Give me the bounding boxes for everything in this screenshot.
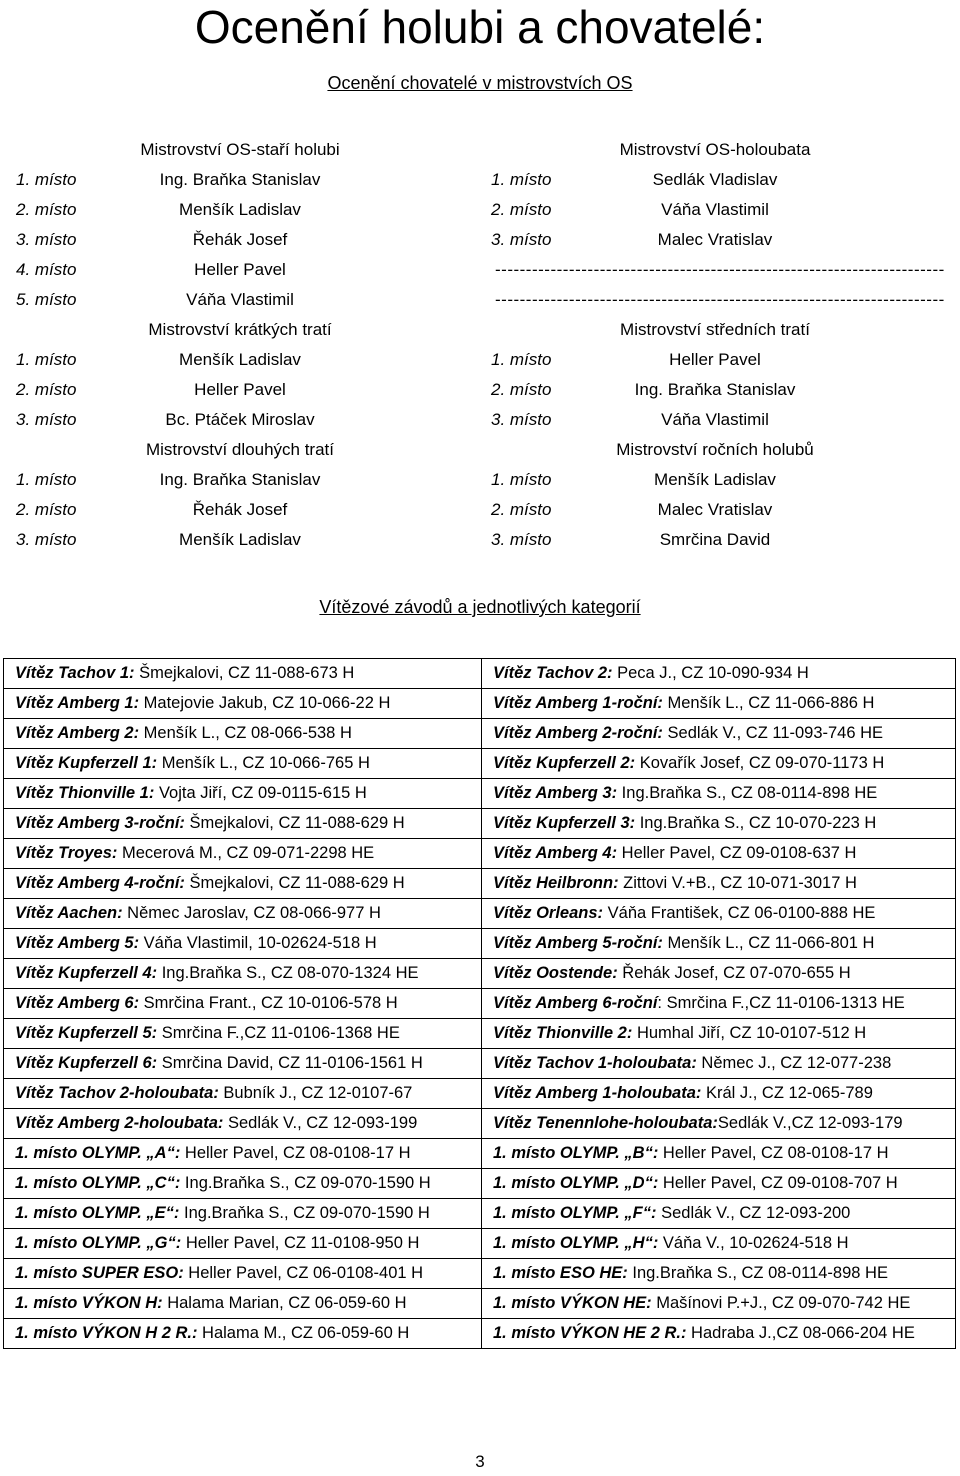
- breeder-name-left: Řehák Josef: [192, 230, 288, 249]
- winner-label: Vítěz Amberg 3-roční:: [15, 814, 185, 832]
- winner-label: Vítěz Thionville 2:: [493, 1024, 633, 1042]
- winner-label: Vítěz Aachen:: [15, 904, 123, 922]
- winner-detail: Humhal Jiří, CZ 10-0107-512 H: [632, 1024, 867, 1042]
- winner-cell: [482, 1169, 956, 1199]
- winner-row: [4, 689, 956, 719]
- winners-subtitle: Vítězové závodů a jednotlivých kategorií: [319, 597, 641, 617]
- winner-cell: [4, 989, 482, 1019]
- winner-row: [4, 899, 956, 929]
- place-label-right: 3. místo: [491, 530, 552, 549]
- winner-cell: [4, 1019, 482, 1049]
- section-title-left: Mistrovství krátkých tratí: [148, 320, 332, 339]
- winner-label: Vítěz Amberg 6:: [15, 994, 140, 1012]
- winners-table: [3, 658, 956, 1349]
- breeder-name-left: Heller Pavel: [194, 380, 286, 399]
- winner-label: Vítěz Amberg 3:: [493, 784, 618, 802]
- winner-detail: Bubník J., CZ 12-0107-67: [218, 1084, 413, 1102]
- winner-detail: Němec J., CZ 12-077-238: [696, 1054, 892, 1072]
- winner-label: Vítěz Kupferzell 1:: [15, 754, 158, 772]
- winner-row: [4, 869, 956, 899]
- winner-label: Vítěz Kupferzell 5:: [15, 1024, 158, 1042]
- winner-detail: Váňa V., 10-02624-518 H: [658, 1234, 849, 1252]
- breeder-name-right: Malec Vratislav: [657, 230, 773, 249]
- winner-row: [4, 1229, 956, 1259]
- section-title-right: Mistrovství OS-holoubata: [619, 140, 811, 159]
- placement-row: [0, 405, 960, 435]
- breeder-name-left: Menšík Ladislav: [179, 200, 301, 219]
- winner-cell: [482, 659, 956, 689]
- winner-cell: [4, 1259, 482, 1289]
- winner-label: 1. místo VÝKON HE 2 R.:: [493, 1324, 687, 1342]
- winner-detail: Šmejkalovi, CZ 11-088-629 H: [184, 874, 405, 892]
- placement-row: [0, 375, 960, 405]
- winner-label: Vítěz Kupferzell 6:: [15, 1054, 158, 1072]
- breeder-name-right: Sedlák Vladislav: [652, 170, 778, 189]
- place-label-right: 1. místo: [491, 470, 552, 489]
- winner-detail: Smrčina F.,CZ 11-0106-1368 HE: [157, 1024, 400, 1042]
- winner-cell: [4, 659, 482, 689]
- section-title-right: Mistrovství ročních holubů: [616, 440, 814, 459]
- winner-detail: Mecerová M., CZ 09-071-2298 HE: [117, 844, 375, 862]
- winner-cell: [482, 779, 956, 809]
- winner-cell: [482, 869, 956, 899]
- winner-label: 1. místo OLYMP. „D“:: [493, 1174, 659, 1192]
- winner-label: Vítěz Kupferzell 2:: [493, 754, 636, 772]
- winner-row: [4, 1289, 956, 1319]
- winner-detail: Kovařík Josef, CZ 09-070-1173 H: [635, 754, 885, 772]
- page-number: 3: [475, 1452, 485, 1471]
- winner-detail: Sedlák V., CZ 11-093-746 HE: [662, 724, 884, 742]
- winner-cell: [482, 1139, 956, 1169]
- winner-detail: Vojta Jiří, CZ 09-0115-615 H: [154, 784, 367, 802]
- breeder-name-left: Bc. Ptáček Miroslav: [165, 410, 315, 429]
- winner-row: [4, 1019, 956, 1049]
- place-label-left: 3. místo: [16, 530, 77, 549]
- winner-detail: Sedlák V.,CZ 12-093-179: [717, 1114, 903, 1132]
- place-label-left: 2. místo: [16, 200, 77, 219]
- breeders-subtitle: Ocenění chovatelé v mistrovstvích OS: [327, 73, 633, 93]
- winner-detail: Heller Pavel, CZ 11-0108-950 H: [181, 1234, 420, 1252]
- winner-row: [4, 839, 956, 869]
- winner-label: Vítěz Oostende:: [493, 964, 618, 982]
- breeder-name-right: Heller Pavel: [669, 350, 761, 369]
- winner-cell: [482, 749, 956, 779]
- winner-detail: Ing.Braňka S., CZ 08-0114-898 HE: [627, 1264, 888, 1282]
- winner-cell: [482, 899, 956, 929]
- winner-cell: [482, 1319, 956, 1349]
- winner-label: 1. místo ESO HE:: [493, 1264, 628, 1282]
- winner-cell: [4, 959, 482, 989]
- winner-label: 1. místo OLYMP. „E“:: [15, 1204, 180, 1222]
- winner-row: [4, 719, 956, 749]
- winner-row: [4, 1049, 956, 1079]
- breeder-name-right: Váňa Vlastimil: [661, 200, 769, 219]
- winner-detail: Mašínovi P.+J., CZ 09-070-742 HE: [651, 1294, 911, 1312]
- winner-row: [4, 929, 956, 959]
- winner-cell: [482, 1109, 956, 1139]
- winner-detail: Menšík L., CZ 08-066-538 H: [139, 724, 352, 742]
- winner-detail: Menšík L., CZ 11-066-801 H: [662, 934, 875, 952]
- place-label-left: 2. místo: [16, 380, 77, 399]
- place-label-right: 1. místo: [491, 350, 552, 369]
- winner-detail: Němec Jaroslav, CZ 08-066-977 H: [122, 904, 381, 922]
- winner-cell: [482, 839, 956, 869]
- winner-row: [4, 779, 956, 809]
- breeder-name-left: Ing. Braňka Stanislav: [159, 470, 321, 489]
- winner-cell: [482, 719, 956, 749]
- championships-table: [0, 135, 960, 555]
- place-label-right: 3. místo: [491, 230, 552, 249]
- placement-row: [0, 285, 960, 315]
- winner-detail: Heller Pavel, CZ 08-0108-17 H: [180, 1144, 411, 1162]
- place-label-left: 1. místo: [16, 470, 77, 489]
- winner-label: Vítěz Tachov 2:: [493, 664, 613, 682]
- winner-detail: Smrčina Frant., CZ 10-0106-578 H: [139, 994, 398, 1012]
- breeder-name-right: Váňa Vlastimil: [661, 410, 769, 429]
- winner-label: Vítěz Tachov 1:: [15, 664, 135, 682]
- winner-cell: [482, 1049, 956, 1079]
- place-label-left: 4. místo: [16, 260, 77, 279]
- winner-label: 1. místo SUPER ESO:: [15, 1264, 184, 1282]
- winner-cell: [4, 689, 482, 719]
- placement-row: [0, 465, 960, 495]
- page-title: Ocenění holubi a chovatelé:: [194, 1, 766, 53]
- winner-detail: Heller Pavel, CZ 06-0108-401 H: [183, 1264, 424, 1282]
- winner-detail: Matejovie Jakub, CZ 10-066-22 H: [139, 694, 391, 712]
- winner-detail: Halama Marian, CZ 06-059-60 H: [162, 1294, 407, 1312]
- winner-label: Vítěz Amberg 2-holoubata:: [15, 1114, 224, 1132]
- empty-dash-line: -------------------------------------------------------------------------: [495, 260, 945, 279]
- section-header-row: [0, 315, 960, 345]
- winner-row: [4, 809, 956, 839]
- winner-detail: Sedlák V., CZ 12-093-199: [223, 1114, 418, 1132]
- winner-cell: [482, 1289, 956, 1319]
- winner-label: Vítěz Amberg 5-roční:: [493, 934, 663, 952]
- winner-detail: Ing.Braňka S., CZ 08-070-1324 HE: [157, 964, 419, 982]
- winner-label: Vítěz Thionville 1:: [15, 784, 155, 802]
- winner-detail: Váňa František, CZ 06-0100-888 HE: [603, 904, 876, 922]
- winner-detail: Váňa Vlastimil, 10-02624-518 H: [139, 934, 377, 952]
- winner-detail: Ing.Braňka S., CZ 09-070-1590 H: [179, 1204, 430, 1222]
- breeder-name-left: Heller Pavel: [194, 260, 286, 279]
- winner-detail: : Smrčina F.,CZ 11-0106-1313 HE: [657, 994, 905, 1012]
- winner-cell: [482, 1199, 956, 1229]
- winner-detail: Heller Pavel, CZ 09-0108-637 H: [617, 844, 857, 862]
- winner-label: Vítěz Amberg 2-roční:: [493, 724, 663, 742]
- winner-cell: [4, 779, 482, 809]
- breeder-name-left: Váňa Vlastimil: [186, 290, 294, 309]
- winner-label: Vítěz Orleans:: [493, 904, 604, 922]
- winner-label: 1. místo VÝKON H:: [15, 1294, 163, 1312]
- winner-detail: Ing.Braňka S., CZ 08-0114-898 HE: [617, 784, 878, 802]
- breeder-name-left: Řehák Josef: [192, 500, 288, 519]
- place-label-right: 2. místo: [491, 380, 552, 399]
- winner-detail: Heller Pavel, CZ 09-0108-707 H: [658, 1174, 898, 1192]
- winner-label: Vítěz Amberg 4:: [493, 844, 618, 862]
- winner-cell: [4, 1079, 482, 1109]
- section-header-row: [0, 135, 960, 165]
- winner-detail: Heller Pavel, CZ 08-0108-17 H: [658, 1144, 889, 1162]
- winner-detail: Menšík L., CZ 11-066-886 H: [662, 694, 875, 712]
- winner-cell: [482, 989, 956, 1019]
- winner-label: Vítěz Kupferzell 4:: [15, 964, 158, 982]
- winner-label: Vítěz Amberg 2:: [15, 724, 140, 742]
- winner-cell: [482, 1019, 956, 1049]
- winner-label: 1. místo OLYMP. „B“:: [493, 1144, 659, 1162]
- winner-row: [4, 989, 956, 1019]
- placement-row: [0, 195, 960, 225]
- place-label-left: 1. místo: [16, 350, 77, 369]
- winner-cell: [482, 1259, 956, 1289]
- winner-cell: [4, 1289, 482, 1319]
- winner-cell: [4, 809, 482, 839]
- breeder-name-left: Ing. Braňka Stanislav: [159, 170, 321, 189]
- winner-label: Vítěz Amberg 5:: [15, 934, 140, 952]
- winner-label: 1. místo OLYMP. „H“:: [493, 1234, 659, 1252]
- winner-cell: [4, 1139, 482, 1169]
- winner-cell: [482, 809, 956, 839]
- place-label-right: 2. místo: [491, 200, 552, 219]
- place-label-left: 3. místo: [16, 230, 77, 249]
- winner-label: Vítěz Tachov 1-holoubata:: [493, 1054, 697, 1072]
- place-label-left: 2. místo: [16, 500, 77, 519]
- winner-label: Vítěz Troyes:: [15, 844, 118, 862]
- winner-row: [4, 1169, 956, 1199]
- winner-cell: [4, 749, 482, 779]
- winner-cell: [4, 1319, 482, 1349]
- winner-detail: Zittovi V.+B., CZ 10-071-3017 H: [618, 874, 857, 892]
- winner-label: Vítěz Amberg 6-roční: [493, 994, 658, 1012]
- winner-label: 1. místo OLYMP. „G“:: [15, 1234, 182, 1252]
- winner-label: Vítěz Kupferzell 3:: [493, 814, 636, 832]
- winner-row: [4, 1199, 956, 1229]
- winner-label: Vítěz Amberg 1-holoubata:: [493, 1084, 702, 1102]
- winner-label: Vítěz Amberg 1-roční:: [493, 694, 663, 712]
- breeder-name-right: Menšík Ladislav: [654, 470, 776, 489]
- place-label-right: 1. místo: [491, 170, 552, 189]
- winner-detail: Hadraba J.,CZ 08-066-204 HE: [686, 1324, 915, 1342]
- winner-detail: Šmejkalovi, CZ 11-088-673 H: [134, 664, 355, 682]
- winner-cell: [4, 869, 482, 899]
- winner-cell: [482, 689, 956, 719]
- winner-cell: [482, 1079, 956, 1109]
- winner-detail: Řehák Josef, CZ 07-070-655 H: [617, 964, 851, 982]
- placement-row: [0, 255, 960, 285]
- section-title-left: Mistrovství dlouhých tratí: [145, 440, 334, 459]
- winner-row: [4, 1319, 956, 1349]
- winner-cell: [482, 1229, 956, 1259]
- winner-row: [4, 1079, 956, 1109]
- winner-row: [4, 1259, 956, 1289]
- placement-row: [0, 165, 960, 195]
- winner-cell: [4, 1109, 482, 1139]
- winner-detail: Sedlák V., CZ 12-093-200: [656, 1204, 851, 1222]
- winner-label: 1. místo OLYMP. „A“:: [15, 1144, 181, 1162]
- winner-row: [4, 659, 956, 689]
- winner-row: [4, 959, 956, 989]
- place-label-right: 2. místo: [491, 500, 552, 519]
- winner-detail: Smrčina David, CZ 11-0106-1561 H: [157, 1054, 423, 1072]
- winner-label: Vítěz Tachov 2-holoubata:: [15, 1084, 219, 1102]
- winner-cell: [4, 929, 482, 959]
- winner-cell: [4, 1199, 482, 1229]
- placement-row: [0, 345, 960, 375]
- winner-label: Vítěz Tenennlohe-holoubata:: [493, 1114, 718, 1132]
- breeder-name-left: Menšík Ladislav: [179, 350, 301, 369]
- winner-label: Vítěz Amberg 1:: [15, 694, 140, 712]
- winner-label: 1. místo OLYMP. „F“:: [493, 1204, 657, 1222]
- winner-label: 1. místo VÝKON HE:: [493, 1294, 652, 1312]
- breeder-name-right: Smrčina David: [659, 530, 771, 549]
- place-label-left: 5. místo: [16, 290, 77, 309]
- breeder-name-left: Menšík Ladislav: [179, 530, 301, 549]
- winner-detail: Šmejkalovi, CZ 11-088-629 H: [184, 814, 405, 832]
- winner-detail: Menšík L., CZ 10-066-765 H: [157, 754, 370, 772]
- breeder-name-right: Ing. Braňka Stanislav: [634, 380, 796, 399]
- winner-cell: [482, 929, 956, 959]
- winner-label: 1. místo OLYMP. „C“:: [15, 1174, 181, 1192]
- winner-cell: [4, 1049, 482, 1079]
- winner-cell: [4, 1169, 482, 1199]
- winner-detail: Peca J., CZ 10-090-934 H: [612, 664, 809, 682]
- place-label-left: 3. místo: [16, 410, 77, 429]
- section-title-right: Mistrovství středních tratí: [620, 320, 810, 339]
- breeder-name-right: Malec Vratislav: [657, 500, 773, 519]
- winner-cell: [4, 1229, 482, 1259]
- winner-cell: [482, 959, 956, 989]
- winner-detail: Král J., CZ 12-065-789: [701, 1084, 873, 1102]
- place-label-left: 1. místo: [16, 170, 77, 189]
- winner-row: [4, 749, 956, 779]
- winner-row: [4, 1139, 956, 1169]
- winner-detail: Halama M., CZ 06-059-60 H: [197, 1324, 410, 1342]
- winner-row: [4, 1109, 956, 1139]
- winner-cell: [4, 839, 482, 869]
- winner-cell: [4, 719, 482, 749]
- placement-row: [0, 225, 960, 255]
- place-label-right: 3. místo: [491, 410, 552, 429]
- winner-detail: Ing.Braňka S., CZ 10-070-223 H: [635, 814, 877, 832]
- placement-row: [0, 525, 960, 555]
- winner-detail: Ing.Braňka S., CZ 09-070-1590 H: [180, 1174, 431, 1192]
- section-header-row: [0, 435, 960, 465]
- section-title-left: Mistrovství OS-staří holubi: [140, 140, 340, 159]
- winner-label: Vítěz Heilbronn:: [493, 874, 619, 892]
- winner-label: Vítěz Amberg 4-roční:: [15, 874, 185, 892]
- empty-dash-line: -------------------------------------------------------------------------: [495, 290, 945, 309]
- placement-row: [0, 495, 960, 525]
- winner-cell: [4, 899, 482, 929]
- winner-label: 1. místo VÝKON H 2 R.:: [15, 1324, 198, 1342]
